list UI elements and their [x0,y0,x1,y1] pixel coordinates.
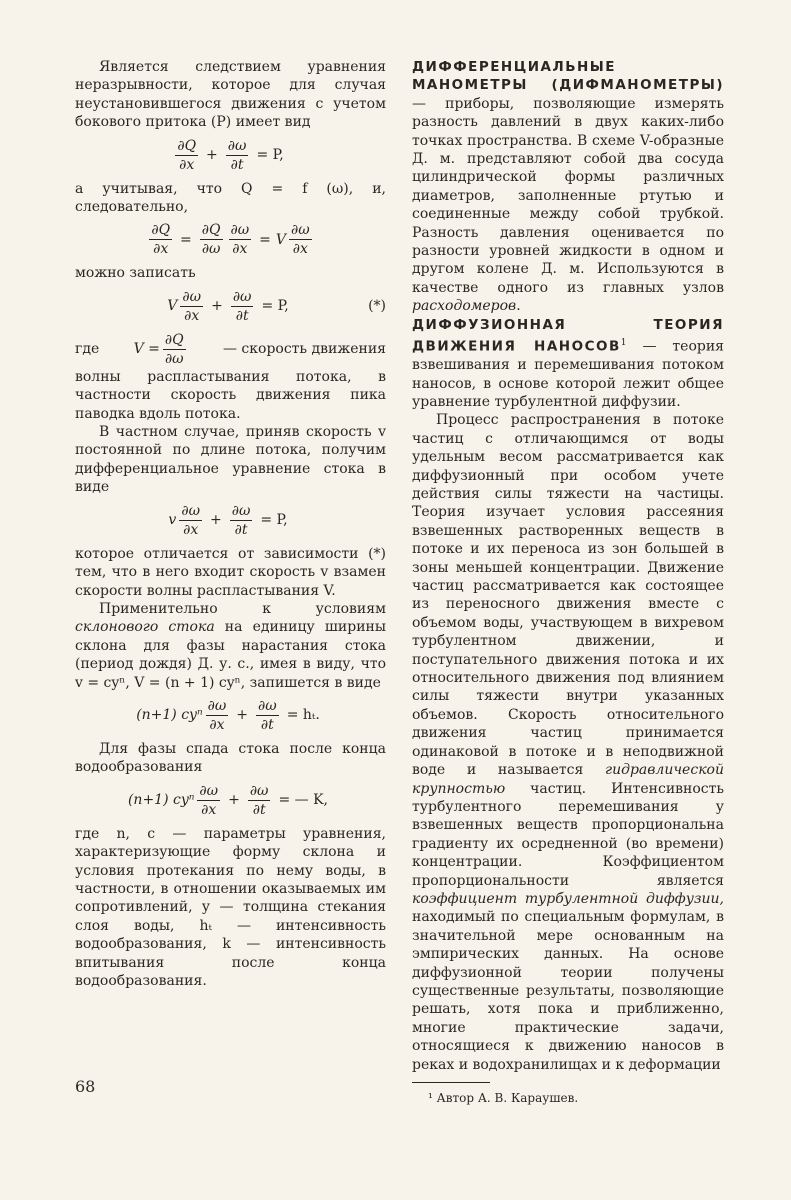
footnote-divider [412,1082,490,1083]
page-number: 68 [75,1077,96,1096]
equation-rising: (n+1) cyⁿ $\frac{\partial\omega}{\partial x}$ + $\frac{\partial\omega}{\partial t}$ = hₜ. [136,697,320,733]
paragraph: можно записать [75,265,196,282]
equation-constant-v: v $\frac{\partial\omega}{\partial x}$ + $\frac{\partial\omega}{\partial t}$ = P, [168,502,288,538]
paragraph: В частном случае, приняв скорость v постоянной по длине потока, получим дифференциальное уравнение стока в виде [75,424,386,496]
article-diff-manometers: ДИФФЕРЕНЦИАЛЬНЫЕ МАНОМЕТРЫ (ДИФМАНОМЕТРЫ) — приборы, позволяющие измерять разность давлений в двух каких-либо точках пространства. В схеме V-образные Д. м. представляют собой два сосуда цилиндрической формы различных диаметров, заполненные ртутью и соединенные между собой трубкой. Разность давления оценивается по разности уровней жидкости в одном и другом колене Д. м. Используются в качестве одного из главных узлов расходомеров. [412,59,724,315]
article-heading: ДИФФЕРЕНЦИАЛЬНЫЕ МАНОМЕТРЫ (ДИФМАНОМЕТРЫ) [412,59,724,94]
left-column [75,58,386,990]
equation-tag: (*) [368,298,386,315]
article-heading: ДИФФУЗИОННАЯ ТЕОРИЯ ДВИЖЕНИЯ НАНОСОВ [412,316,724,355]
paragraph: Для фазы спада стока после конца водообразования [75,740,386,776]
where-line: где V = $\frac{\partial Q}{\partial\omega}$ — скорость движения [75,331,386,367]
footnote: ¹ Автор А. В. Караушев. [428,1091,579,1105]
paragraph: где n, c — параметры уравнения, характеризующие форму склона и условия протекания по нему воды, в частности, в отношении оказываемых им сопротивлений, y — толщина стекания слоя воды, hₜ — интенсивность водообразования, k — интенсивность впитывания после конца водообразования. [75,825,386,989]
article-diffusion-theory: ДИФФУЗИОННАЯ ТЕОРИЯ ДВИЖЕНИЯ НАНОСОВ$^1$ — теория взвешивания и перемешивания потоком наносов, в основе которой лежит общее уравнение турбулентной диффузии. [412,316,725,410]
paragraph: а учитывая, что Q = f (ω), и, следовательно, [75,180,386,216]
paragraph: которое отличается от зависимости (*) тем, что в него входит скорость v взамен скорости волны распластывания V. [75,545,386,599]
right-column [412,58,724,1107]
equation-falling: (n+1) cyⁿ $\frac{\partial\omega}{\partial x}$ + $\frac{\partial\omega}{\partial t}$ = — K, [127,782,329,818]
equation-continuity: $\frac{\partial Q}{\partial x}$ + $\frac{\partial\omega}{\partial t}$ = P, [177,137,284,173]
footnote-marker: 1 [620,338,627,349]
paragraph: Является следствием уравнения неразрывности, которое для случая неустановившегося движения с учетом бокового притока (P) имеет вид [75,59,386,131]
paragraph: Применительно к условиям склонового стока на единицу ширины склона для фазы нарастания стока (период дождя) Д. у. с., имея в виду, что v = cyⁿ, V = (n + 1) cyⁿ, запишется в виде [75,600,387,691]
equation-star: V $\frac{\partial\omega}{\partial x}$ + $\frac{\partial\omega}{\partial t}$ = P, (*) [167,288,386,324]
paragraph: Процесс распространения в потоке частиц с отличающимся от воды удельным весом рассматривается как диффузионный при особом учете действия силы тяжести на частицы. Теория изучает условия рассеяния взвешенных растворенных веществ в потоке и их переноса из зон большей в зоны меньшей концентрации. Движение частиц рассматривается как состоящее из переносного движения вместе с объемом воды, участвующем в вихревом турбулентном движении, и поступательного движения потока и их относительного движения под влиянием силы тяжести внутри указанных объемов. Скорость относительного движения частиц принимается одинаковой в потоке и в неподвижной воде и называется гидравлической крупностью частиц. Интенсивность турбулентного перемешивания у взвешенных веществ пропорциональна градиенту их осредненной (во времени) концентрации. Коэффициентом пропорциональности является коэффициент турбулентной диффузии, находимый по специальным формулам, в значительной мере основанным на эмпирических данных. На основе диффузионной теории получены существенные результаты, позволяющие решать, хотя пока и приближенно, многие практические задачи, относящиеся к движению наносов в реках и водохранилищах и к деформации [412,412,724,1073]
equation-chain-rule: $\frac{\partial Q}{\partial x}$ = $\frac{\partial Q}{\partial\omega}$ $\frac{\partial\omega}{\partial x}$ = V $\frac{\partial\omega}{\partial x}$ [151,222,310,258]
paragraph: волны распластывания потока, в частности скорость движения пика паводка вдоль потока. [75,368,386,422]
